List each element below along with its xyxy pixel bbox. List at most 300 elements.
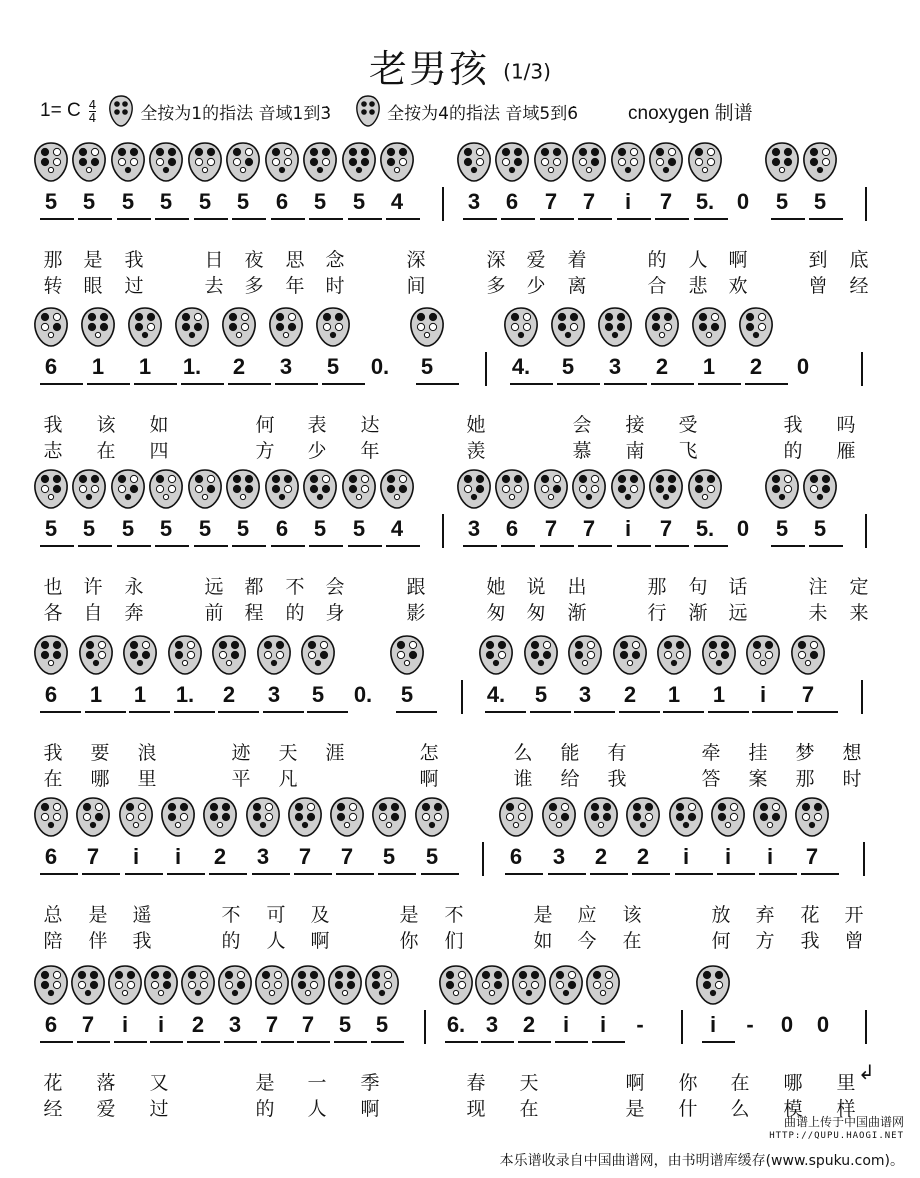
ocarina-fingering-icon bbox=[243, 796, 283, 838]
beam-underline bbox=[694, 545, 728, 547]
beam-underline bbox=[651, 383, 694, 385]
ocarina-fingering-icon bbox=[31, 306, 71, 348]
beam-underline bbox=[40, 545, 74, 547]
lyric-char: 前 bbox=[204, 602, 224, 624]
lyric-char: 该 bbox=[622, 904, 642, 926]
ocarina-fingering-icon bbox=[200, 796, 240, 838]
note: 6 bbox=[44, 354, 58, 379]
ocarina-fingering-icon bbox=[108, 468, 148, 510]
bar-line bbox=[482, 842, 484, 876]
note: 5 bbox=[313, 516, 327, 541]
beam-underline bbox=[745, 383, 788, 385]
ocarina-fingering-icon bbox=[300, 468, 340, 510]
note: 3 bbox=[578, 682, 592, 707]
note: 5 bbox=[338, 1012, 352, 1037]
lyric-char: 慕 bbox=[572, 440, 592, 462]
ocarina-fingering-icon bbox=[327, 796, 367, 838]
beam-underline bbox=[114, 1041, 147, 1043]
lyric-char: 是 bbox=[533, 904, 553, 926]
beam-underline bbox=[371, 1041, 404, 1043]
note: 7 bbox=[582, 189, 596, 214]
ocarina-fingering-icon bbox=[266, 306, 306, 348]
ocarina-fingering-icon bbox=[708, 796, 748, 838]
lyric-char: 我 bbox=[800, 930, 820, 952]
note: 4. bbox=[511, 354, 531, 379]
beam-underline bbox=[510, 383, 553, 385]
beam-underline bbox=[40, 383, 83, 385]
lyric-char: 经 bbox=[43, 1098, 63, 1120]
ocarina-fingering-icon bbox=[531, 468, 571, 510]
lyric-char: 多 bbox=[244, 275, 264, 297]
lyric-char: 她 bbox=[486, 576, 506, 598]
lyric-char: 匆 bbox=[486, 602, 506, 624]
note: 6 bbox=[505, 189, 519, 214]
beam-underline bbox=[771, 545, 805, 547]
ocarina-fingering-icon bbox=[509, 964, 549, 1006]
ocarina-fingering-icon bbox=[539, 796, 579, 838]
ocarina-fingering-icon bbox=[583, 964, 623, 1006]
lyric-char: 方 bbox=[755, 930, 775, 952]
note: 1. bbox=[182, 354, 202, 379]
lyric-char: 我 bbox=[124, 249, 144, 271]
lyric-char: 会 bbox=[325, 576, 345, 598]
note: 2 bbox=[655, 354, 669, 379]
lyric-char: 过 bbox=[124, 275, 144, 297]
note: 4 bbox=[390, 189, 404, 214]
lyric-char: 爱 bbox=[526, 249, 546, 271]
ocarina-fingering-icon bbox=[492, 468, 532, 510]
lyric-char: 时 bbox=[325, 275, 345, 297]
beam-underline bbox=[209, 873, 247, 875]
ocarina-fingering-icon bbox=[472, 964, 512, 1006]
ocarina-fingering-icon bbox=[116, 796, 156, 838]
beam-underline bbox=[40, 1041, 73, 1043]
lyric-char: 啊 bbox=[360, 1098, 380, 1120]
ocarina-fingering-icon bbox=[298, 634, 338, 676]
notation-line bbox=[38, 514, 884, 624]
ocarina-fingering-icon bbox=[300, 141, 340, 183]
note: 5 bbox=[775, 189, 789, 214]
ocarina-fingering-icon bbox=[521, 634, 561, 676]
lyric-char: 少 bbox=[307, 440, 327, 462]
ocarina-fingering-icon bbox=[666, 796, 706, 838]
lyric-char: 飞 bbox=[678, 440, 698, 462]
lyric-char: 落 bbox=[96, 1072, 116, 1094]
lyrics-verse-2 bbox=[38, 271, 884, 297]
ocarina-fingering-icon bbox=[407, 306, 447, 348]
beam-underline bbox=[40, 873, 78, 875]
beam-underline bbox=[78, 545, 112, 547]
beam-underline bbox=[801, 873, 839, 875]
lyric-char: 牵 bbox=[701, 742, 721, 764]
beam-underline bbox=[40, 711, 81, 713]
note: 5 bbox=[159, 189, 173, 214]
ocarina-fingering-icon bbox=[158, 796, 198, 838]
ocarina-fingering-icon bbox=[646, 468, 686, 510]
bar-line bbox=[865, 187, 867, 221]
ocarina-fingering-icon bbox=[285, 796, 325, 838]
note: 1 bbox=[702, 354, 716, 379]
lyric-char: 是 bbox=[255, 1072, 275, 1094]
ocarina-fingering-icon bbox=[69, 141, 109, 183]
lyric-char: 过 bbox=[149, 1098, 169, 1120]
lyric-char: 可 bbox=[266, 904, 286, 926]
beam-underline bbox=[155, 218, 189, 220]
note: 5 bbox=[121, 516, 135, 541]
note: 5 bbox=[326, 354, 340, 379]
note: 1 bbox=[138, 354, 152, 379]
fingering-row bbox=[0, 964, 920, 1004]
lyric-char: 渐 bbox=[688, 602, 708, 624]
repeat-mark-icon: ↲ bbox=[858, 1060, 875, 1084]
ocarina-fingering-icon bbox=[436, 964, 476, 1006]
lyric-char: 许 bbox=[83, 576, 103, 598]
note: 0 bbox=[796, 354, 810, 379]
note: 0 bbox=[780, 1012, 794, 1037]
beam-underline bbox=[485, 711, 526, 713]
note: i bbox=[759, 682, 767, 707]
note: 3 bbox=[467, 516, 481, 541]
lyric-char: 们 bbox=[444, 930, 464, 952]
beam-underline bbox=[82, 873, 120, 875]
beam-underline bbox=[263, 711, 304, 713]
note: 4. bbox=[486, 682, 506, 707]
ocarina-fingering-icon bbox=[165, 634, 205, 676]
lyric-char: 的 bbox=[783, 440, 803, 462]
lyric-char: 如 bbox=[149, 414, 169, 436]
lyric-char: 吗 bbox=[836, 414, 856, 436]
beam-underline bbox=[261, 1041, 294, 1043]
lyric-char: 啊 bbox=[419, 768, 439, 790]
beam-underline bbox=[771, 218, 805, 220]
note: 5 bbox=[813, 516, 827, 541]
note: i bbox=[766, 844, 774, 869]
lyric-char: 平 bbox=[231, 768, 251, 790]
ocarina-fingering-icon bbox=[699, 634, 739, 676]
lyric-char: 的 bbox=[647, 249, 667, 271]
note: 7 bbox=[298, 844, 312, 869]
note: 1. bbox=[175, 682, 195, 707]
note: 6 bbox=[275, 516, 289, 541]
lyric-char: 羡 bbox=[466, 440, 486, 462]
note: 7 bbox=[265, 1012, 279, 1037]
lyric-char: 么 bbox=[513, 742, 533, 764]
bar-line bbox=[442, 187, 444, 221]
beam-underline bbox=[463, 218, 497, 220]
lyric-char: 注 bbox=[808, 576, 828, 598]
title-text: 老男孩 bbox=[369, 47, 490, 91]
lyric-char: 去 bbox=[204, 275, 224, 297]
note: 7 bbox=[582, 516, 596, 541]
note: i bbox=[724, 844, 732, 869]
ocarina-fingering-icon bbox=[743, 634, 783, 676]
lyric-char: 里 bbox=[137, 768, 157, 790]
lyric-char: 接 bbox=[625, 414, 645, 436]
lyric-char: 梦 bbox=[795, 742, 815, 764]
ocarina-fingering-icon bbox=[654, 634, 694, 676]
note: 3 bbox=[485, 1012, 499, 1037]
lyric-char: 迹 bbox=[231, 742, 251, 764]
ocarina-fingering-icon bbox=[141, 964, 181, 1006]
note: 0 bbox=[736, 516, 750, 541]
lyric-char: 远 bbox=[204, 576, 224, 598]
lyric-char: 受 bbox=[678, 414, 698, 436]
lyric-char: 年 bbox=[360, 440, 380, 462]
beam-underline bbox=[117, 218, 151, 220]
score-row bbox=[0, 135, 920, 325]
lyric-char: 转 bbox=[43, 275, 63, 297]
lyric-char: 样 bbox=[836, 1098, 856, 1120]
notation-line bbox=[38, 680, 884, 790]
bar-line bbox=[461, 680, 463, 714]
ocarina-fingering-icon bbox=[800, 141, 840, 183]
lyric-char: 日 bbox=[204, 249, 224, 271]
beam-underline bbox=[275, 383, 318, 385]
lyric-char: 跟 bbox=[406, 576, 426, 598]
beam-underline bbox=[619, 711, 660, 713]
note: 5 bbox=[813, 189, 827, 214]
ocarina-fingering-icon bbox=[693, 964, 733, 1006]
lyric-char: 什 bbox=[678, 1098, 698, 1120]
lyric-char: 伴 bbox=[88, 930, 108, 952]
beam-underline bbox=[125, 873, 163, 875]
score-row bbox=[0, 462, 920, 652]
bar-line bbox=[424, 1010, 426, 1044]
note: i bbox=[682, 844, 690, 869]
lyric-char: 眼 bbox=[83, 275, 103, 297]
lyric-char: 各 bbox=[43, 602, 63, 624]
beam-underline bbox=[77, 1041, 110, 1043]
note: 5 bbox=[82, 189, 96, 214]
note: 1 bbox=[712, 682, 726, 707]
lyric-char: 挂 bbox=[748, 742, 768, 764]
lyrics-verse-1 bbox=[38, 245, 884, 271]
beam-underline bbox=[134, 383, 177, 385]
lyric-char: 欢 bbox=[728, 275, 748, 297]
lyric-char: 花 bbox=[800, 904, 820, 926]
beam-underline bbox=[617, 545, 651, 547]
bar-line bbox=[442, 514, 444, 548]
lyric-char: 深 bbox=[406, 249, 426, 271]
note: i bbox=[599, 1012, 607, 1037]
beam-underline bbox=[252, 873, 290, 875]
note: 7 bbox=[81, 1012, 95, 1037]
beam-underline bbox=[663, 711, 704, 713]
lyric-char: 天 bbox=[519, 1072, 539, 1094]
lyric-char: 人 bbox=[688, 249, 708, 271]
beam-underline bbox=[518, 1041, 551, 1043]
lyric-char: 永 bbox=[124, 576, 144, 598]
beam-underline bbox=[294, 873, 332, 875]
beam-underline bbox=[348, 218, 382, 220]
beam-underline bbox=[708, 711, 749, 713]
lyric-char: 谁 bbox=[513, 768, 533, 790]
note: 0 bbox=[736, 189, 750, 214]
lyric-char: 开 bbox=[844, 904, 864, 926]
beam-underline bbox=[322, 383, 365, 385]
lyric-char: 的 bbox=[285, 602, 305, 624]
lyric-char: 不 bbox=[221, 904, 241, 926]
note: 5 bbox=[311, 682, 325, 707]
note: 3 bbox=[256, 844, 270, 869]
note: 4 bbox=[390, 516, 404, 541]
note: i bbox=[624, 189, 632, 214]
ocarina-fingering-icon bbox=[73, 796, 113, 838]
lyric-char: 底 bbox=[849, 249, 869, 271]
beam-underline bbox=[463, 545, 497, 547]
lyric-char: 四 bbox=[149, 440, 169, 462]
lyric-char: 么 bbox=[730, 1098, 750, 1120]
ocarina-fingering-icon bbox=[762, 141, 802, 183]
beam-underline bbox=[155, 545, 189, 547]
beam-underline bbox=[181, 383, 224, 385]
lyric-char: 花 bbox=[43, 1072, 63, 1094]
fingering-row bbox=[0, 306, 920, 346]
beam-underline bbox=[307, 711, 348, 713]
lyric-char: 雁 bbox=[836, 440, 856, 462]
note: 1 bbox=[91, 354, 105, 379]
lyric-char: 经 bbox=[849, 275, 869, 297]
beam-underline bbox=[228, 383, 271, 385]
beam-underline bbox=[416, 383, 459, 385]
beam-underline bbox=[334, 1041, 367, 1043]
note: 5 bbox=[198, 516, 212, 541]
lyric-char: 出 bbox=[567, 576, 587, 598]
lyrics-verse-1 bbox=[38, 738, 884, 764]
lyric-char: 曾 bbox=[844, 930, 864, 952]
fingering-row bbox=[0, 796, 920, 836]
time-signature: $\frac{4}{4}$ bbox=[88, 97, 97, 125]
ocarina-fingering-icon bbox=[548, 306, 588, 348]
beam-underline bbox=[218, 711, 259, 713]
note: 6 bbox=[275, 189, 289, 214]
note: 5 bbox=[425, 844, 439, 869]
beam-underline bbox=[548, 873, 586, 875]
beam-underline bbox=[797, 711, 838, 713]
lyric-char: 应 bbox=[577, 904, 597, 926]
lyric-char: 的 bbox=[255, 1098, 275, 1120]
beam-underline bbox=[378, 873, 416, 875]
note: i bbox=[709, 1012, 717, 1037]
fingering-row bbox=[0, 141, 920, 181]
ocarina-fingering-icon bbox=[223, 468, 263, 510]
lyric-char: 是 bbox=[83, 249, 103, 271]
note: 5 bbox=[420, 354, 434, 379]
ocarina-fingering-icon bbox=[454, 141, 494, 183]
beam-underline bbox=[809, 545, 843, 547]
lyric-char: 人 bbox=[266, 930, 286, 952]
lyrics-verse-2 bbox=[38, 598, 884, 624]
note: 5 bbox=[400, 682, 414, 707]
lyric-char: 在 bbox=[43, 768, 63, 790]
lyric-char: 涯 bbox=[325, 742, 345, 764]
ocarina-fingering-icon bbox=[610, 634, 650, 676]
ocarina-fingering-icon bbox=[412, 796, 452, 838]
notation-line bbox=[38, 1010, 884, 1120]
lyric-char: 远 bbox=[728, 602, 748, 624]
notation-line bbox=[38, 187, 884, 297]
lyric-char: 思 bbox=[285, 249, 305, 271]
lyrics-verse-1 bbox=[38, 900, 884, 926]
beam-underline bbox=[224, 1041, 257, 1043]
ocarina-fingering-icon bbox=[254, 634, 294, 676]
note: 7 bbox=[659, 516, 673, 541]
ocarina-fingering-icon bbox=[762, 468, 802, 510]
ocarina-fingering-icon bbox=[362, 964, 402, 1006]
note: 6. bbox=[446, 1012, 466, 1037]
beam-underline bbox=[481, 1041, 514, 1043]
ocarina-fingering-icon bbox=[623, 796, 663, 838]
beam-underline bbox=[759, 873, 797, 875]
ocarina-fingering-icon bbox=[325, 964, 365, 1006]
beam-underline bbox=[174, 711, 215, 713]
fingering-row bbox=[0, 634, 920, 674]
lyric-char: 不 bbox=[285, 576, 305, 598]
score-row bbox=[0, 790, 920, 980]
note: 1 bbox=[89, 682, 103, 707]
footer-note: 本乐谱收录自中国曲谱网，由书明谱库缓存(www.spuku.com)。 bbox=[499, 1153, 904, 1169]
beam-underline bbox=[232, 218, 266, 220]
beam-underline bbox=[540, 218, 574, 220]
ocarina-fingering-icon bbox=[377, 468, 417, 510]
ocarina-fingering-icon bbox=[219, 306, 259, 348]
ocarina-fingering-icon bbox=[105, 964, 145, 1006]
beam-underline bbox=[85, 711, 126, 713]
lyric-char: 方 bbox=[255, 440, 275, 462]
lyric-char: 多 bbox=[486, 275, 506, 297]
ocarina-fingering-icon bbox=[387, 634, 427, 676]
ocarina-fingering-icon bbox=[172, 306, 212, 348]
note: 2 bbox=[636, 844, 650, 869]
arranger-credit: cnoxygen 制谱 bbox=[628, 102, 753, 124]
lyric-char: 是 bbox=[88, 904, 108, 926]
lyric-char: 身 bbox=[325, 602, 345, 624]
lyric-char: 你 bbox=[399, 930, 419, 952]
footer-site: 曲谱上传于中国曲谱网 HTTP://QUPU.HAOGI.NET bbox=[769, 1115, 904, 1141]
lyrics-verse-1 bbox=[38, 1068, 884, 1094]
beam-underline bbox=[129, 711, 170, 713]
note: 2 bbox=[594, 844, 608, 869]
beam-underline bbox=[150, 1041, 183, 1043]
note: 5 bbox=[313, 189, 327, 214]
ocarina-fingering-icon bbox=[262, 141, 302, 183]
lyric-char: 都 bbox=[244, 576, 264, 598]
lyric-char: 我 bbox=[607, 768, 627, 790]
note: 5 bbox=[375, 1012, 389, 1037]
note: 0. bbox=[370, 354, 390, 379]
beam-underline bbox=[297, 1041, 330, 1043]
lyric-char: 我 bbox=[43, 414, 63, 436]
lyric-char: 春 bbox=[466, 1072, 486, 1094]
score-header bbox=[40, 96, 753, 126]
note: 5 bbox=[121, 189, 135, 214]
lyric-char: 遥 bbox=[132, 904, 152, 926]
ocarina-fingering-icon bbox=[546, 964, 586, 1006]
ocarina-fingering-icon bbox=[146, 468, 186, 510]
bar-line bbox=[865, 514, 867, 548]
beam-underline bbox=[167, 873, 205, 875]
bar-line bbox=[681, 1010, 683, 1044]
ocarina-fingering-icon bbox=[185, 141, 225, 183]
ocarina-fingering-icon bbox=[31, 468, 71, 510]
ocarina-fingering-icon bbox=[288, 964, 328, 1006]
beam-underline bbox=[505, 873, 543, 875]
ocarina-fingering-icon bbox=[750, 796, 790, 838]
note: 7 bbox=[544, 516, 558, 541]
lyric-char: 答 bbox=[701, 768, 721, 790]
lyric-char: 凡 bbox=[278, 768, 298, 790]
ocarina-fingering-icon bbox=[377, 141, 417, 183]
